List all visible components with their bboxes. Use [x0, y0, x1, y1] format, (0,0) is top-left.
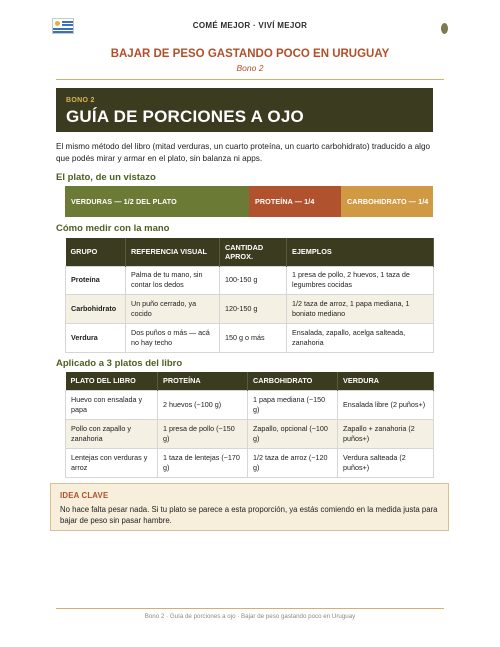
- column-header: REFERENCIA VISUAL: [126, 238, 220, 266]
- top-title: COMÉ MEJOR · VIVÍ MEJOR: [192, 21, 308, 30]
- table-header-row: [66, 372, 434, 390]
- table-cell: Lentejas con verduras y arroz: [66, 448, 158, 477]
- plate-segment-proteina: PROTEÍNA — 1/4: [249, 186, 341, 217]
- table-cell: Ensalada libre (2 puños+): [338, 390, 434, 419]
- table-cell: Zapallo, opcional (~100 g): [248, 419, 338, 448]
- table-row: [66, 390, 434, 419]
- footer-divider: [56, 608, 444, 609]
- table-cell: 120-150 g: [220, 294, 287, 323]
- plate-proportion-bar: [65, 186, 433, 217]
- table-row: [66, 448, 434, 477]
- table-cell: 100-150 g: [220, 266, 287, 294]
- plate-segment-carbohidrato: CARBOHIDRATO — 1/4: [341, 186, 433, 217]
- plate-segment-verduras: VERDURAS — 1/2 DEL PLATO: [65, 186, 249, 217]
- column-header: EJEMPLOS: [287, 238, 434, 266]
- table-cell: Proteína: [66, 266, 126, 294]
- table-header-row: [66, 238, 434, 266]
- section-banner: [56, 88, 433, 132]
- table-cell: Un puño cerrado, ya cocido: [126, 294, 220, 323]
- intro-paragraph: El mismo método del libro (mitad verduras, un cuarto proteína, un cuarto carbohidrato) traducido a algo que podés mirar y armar en el plato, sin balanza ni apps.: [56, 142, 431, 164]
- table-cell: Verdura salteada (2 puños+): [338, 448, 434, 477]
- table-cell: 150 g o más: [220, 323, 287, 352]
- key-idea-callout: [50, 483, 449, 531]
- document-subheading: Bono 2: [236, 63, 264, 73]
- table-cell: Zapallo + zanahoria (2 puños+): [338, 419, 434, 448]
- table-cell: Ensalada, zapallo, acelga salteada, zanahoria: [287, 323, 434, 352]
- plate-heading: El plato, de un vistazo: [56, 172, 156, 183]
- column-header: PROTEÍNA: [158, 372, 248, 390]
- page-footer: Bono 2 · Guía de porciones a ojo · Bajar de peso gastando poco en Uruguay: [144, 613, 356, 620]
- measure-heading: Cómo medir con la mano: [56, 223, 170, 234]
- document-heading: BAJAR DE PESO GASTANDO POCO EN URUGUAY: [110, 48, 390, 60]
- applied-table: [65, 372, 434, 478]
- table-cell: Dos puños o más — acá no hay techo: [126, 323, 220, 352]
- banner-title: GUÍA DE PORCIONES A OJO: [66, 107, 304, 126]
- table-cell: 1 presa de pollo, 2 huevos, 1 taza de legumbres cocidas: [287, 266, 434, 294]
- callout-text: No hace falta pesar nada. Si tu plato se parece a esta proporción, ya estás comiendo en la medida justa para bajar de peso sin pasar hambre.: [60, 505, 438, 526]
- table-cell: 1 presa de pollo (~150 g): [158, 419, 248, 448]
- callout-title: IDEA CLAVE: [60, 491, 109, 500]
- table-row: [66, 294, 434, 323]
- table-cell: 1 papa mediana (~150 g): [248, 390, 338, 419]
- table-cell: Verdura: [66, 323, 126, 352]
- table-row: [66, 323, 434, 352]
- table-row: [66, 419, 434, 448]
- banner-label: BONO 2: [66, 97, 95, 104]
- table-cell: 2 huevos (~100 g): [158, 390, 248, 419]
- column-header: GRUPO: [66, 238, 126, 266]
- column-header: PLATO DEL LIBRO: [66, 372, 158, 390]
- measure-table: [65, 238, 434, 353]
- table-cell: 1 taza de lentejas (~170 g): [158, 448, 248, 477]
- column-header: CANTIDAD APROX.: [220, 238, 287, 266]
- table-cell: Palma de tu mano, sin contar los dedos: [126, 266, 220, 294]
- table-row: [66, 266, 434, 294]
- applied-heading: Aplicado a 3 platos del libro: [56, 358, 183, 369]
- column-header: VERDURA: [338, 372, 434, 390]
- top-bar: [0, 0, 500, 42]
- table-cell: Huevo con ensalada y papa: [66, 390, 158, 419]
- table-cell: Carbohidrato: [66, 294, 126, 323]
- header-divider: [56, 79, 444, 80]
- table-cell: 1/2 taza de arroz (~120 g): [248, 448, 338, 477]
- column-header: CARBOHIDRATO: [248, 372, 338, 390]
- table-cell: 1/2 taza de arroz, 1 papa mediana, 1 boniato mediano: [287, 294, 434, 323]
- leaf-icon: [441, 23, 448, 34]
- table-cell: Pollo con zapallo y zanahoria: [66, 419, 158, 448]
